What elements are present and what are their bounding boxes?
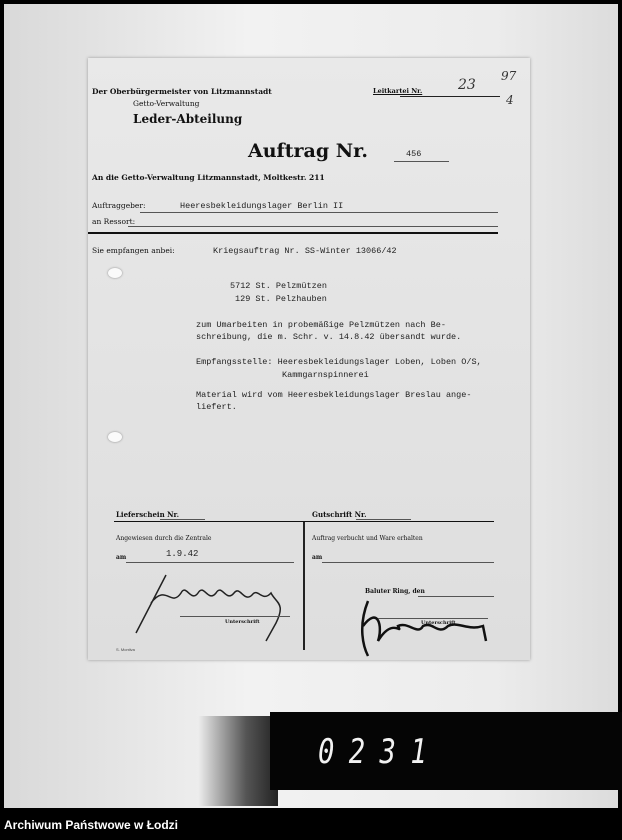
printer-mark: S. Montiva — [116, 647, 135, 652]
verbucht-label: Auftrag verbucht und Ware erhalten — [312, 535, 423, 542]
am-value: 1.9.42 — [166, 549, 199, 559]
margin-note-2: 4 — [506, 93, 514, 107]
document-page — [88, 58, 530, 660]
para1-line1: zum Umarbeiten in probemäßige Pelzmützen nach Be- — [196, 320, 446, 330]
item-2: 129 St. Pelzhauben — [235, 294, 327, 304]
gutschrift-label: Gutschrift Nr. — [312, 510, 367, 519]
address: An die Getto-Verwaltung Litzmannstadt, Moltkestr. 211 — [92, 173, 325, 182]
para2-line1: Empfangsstelle: Heeresbekleidungslager Loben, Loben O/S, — [196, 357, 482, 367]
margin-note-1: 97 — [501, 69, 517, 83]
unterschrift-label-2: Unterschrift — [421, 620, 456, 626]
header-line3: Leder-Abteilung — [133, 112, 243, 126]
title-label: Auftrag Nr. — [248, 140, 368, 162]
para1-line2: schreibung, die m. Schr. v. 14.8.42 übersandt wurde. — [196, 332, 462, 342]
archive-credit: Archiwum Państwowe w Łodzi — [4, 818, 179, 832]
received-value: Kriegsauftrag Nr. SS-Winter 13066/42 — [213, 246, 397, 256]
received-label: Sie empfangen anbei: — [92, 246, 175, 255]
kartei-label: Leitkartei Nr. — [373, 87, 423, 95]
am-label: am — [116, 554, 127, 561]
angewiesen-label: Angewiesen durch die Zentrale — [116, 535, 212, 542]
punch-hole — [108, 432, 122, 442]
item-1: 5712 St. Pelzmützen — [230, 281, 327, 291]
film-counter-digits: 0231 — [318, 732, 442, 772]
ressort-label: an Ressort: — [92, 217, 136, 226]
header-line2: Getto-Verwaltung — [133, 99, 200, 108]
kartei-value: 23 — [458, 77, 476, 93]
auftraggeber-label: Auftraggeber: — [92, 201, 146, 210]
unterschrift-label: Unterschrift — [225, 619, 260, 625]
para3-line1: Material wird vom Heeresbekleidungslager Breslau ange- — [196, 390, 472, 400]
baluter-label: Baluter Ring, den — [365, 588, 425, 595]
signature-right — [348, 596, 508, 660]
para3-line2: liefert. — [196, 402, 237, 412]
lieferschein-label: Lieferschein Nr. — [116, 510, 179, 519]
signature-left — [126, 563, 316, 643]
auftraggeber-value: Heeresbekleidungslager Berlin II — [180, 201, 344, 211]
am-label-2: am — [312, 554, 323, 561]
film-counter — [270, 712, 622, 790]
counter-shadow — [198, 716, 278, 806]
title-number: 456 — [406, 149, 422, 159]
para2-line2: Kammgarnspinnerei — [282, 370, 369, 380]
punch-hole — [108, 268, 122, 278]
header-line1: Der Oberbürgermeister von Litzmannstadt — [92, 87, 272, 96]
